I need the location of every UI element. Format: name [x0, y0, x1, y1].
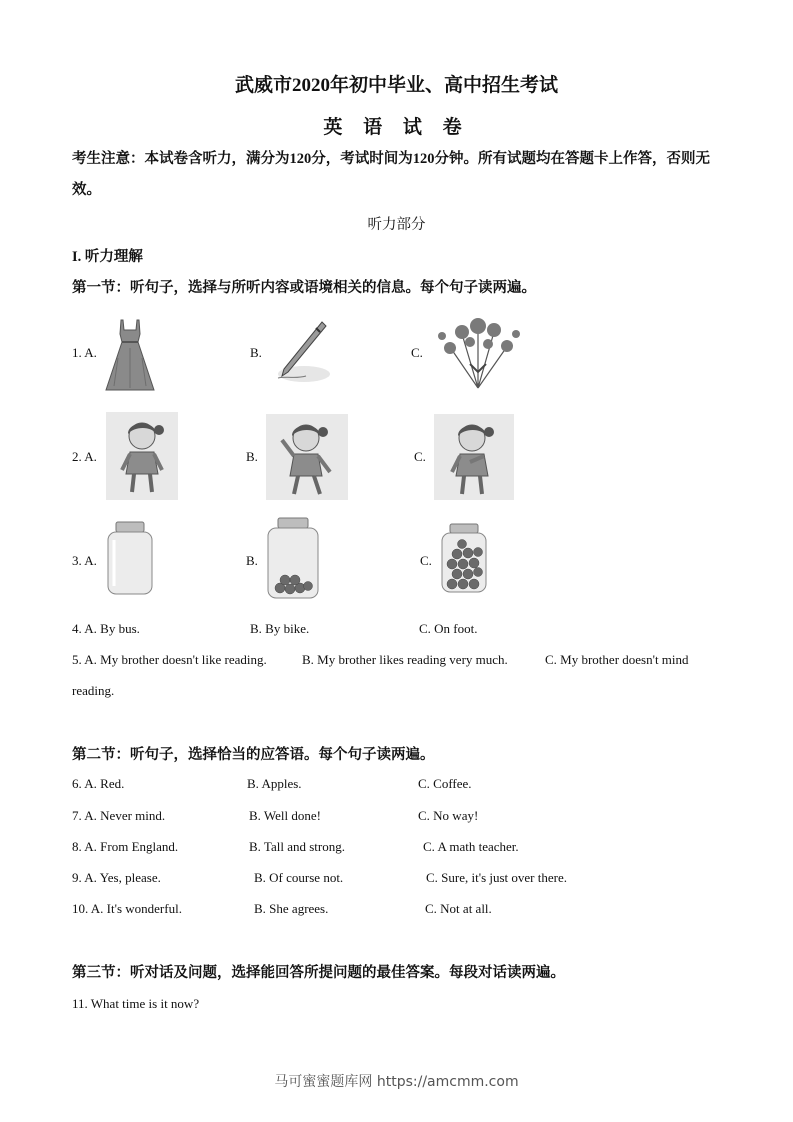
q9-option-c: C. Sure, it's just over there.: [426, 870, 567, 885]
q7-option-c: C. No way!: [418, 808, 479, 823]
q5-option-c-continued: reading.: [72, 683, 115, 698]
section2-title: 第二节：听句子，选择恰当的应答语。每个句子读两遍。: [72, 747, 435, 763]
half-jar-image: [264, 516, 322, 600]
q10-option-a: 10. A. It's wonderful.: [72, 901, 182, 916]
q6-option-c: C. Coffee.: [418, 776, 472, 791]
girl-standing-image: [106, 412, 178, 500]
empty-jar-image: [104, 520, 156, 596]
q8-option-b: B. Tall and strong.: [249, 839, 345, 854]
q8-option-a: 8. A. From England.: [72, 839, 179, 854]
section1-title: 第一节：听句子，选择与所听内容或语境相关的信息。每个句子读两遍。: [72, 280, 536, 296]
q6-option-b: B. Apples.: [247, 776, 302, 791]
girl-waving-image: [266, 414, 348, 500]
q5-option-b: B. My brother likes reading very much.: [302, 652, 508, 667]
q5-option-a: 5. A. My brother doesn't like reading.: [72, 652, 267, 667]
full-jar-image: [438, 522, 490, 594]
pen-image: [270, 318, 332, 386]
section-title: I. 听力理解: [72, 249, 143, 265]
q11-question: 11. What time is it now?: [72, 996, 200, 1011]
q1-option-a: 1. A.: [72, 345, 97, 360]
q4-option-b: B. By bike.: [250, 621, 310, 636]
q8-option-c: C. A math teacher.: [423, 839, 519, 854]
q1-option-b: B.: [250, 345, 262, 360]
q3-option-a: 3. A.: [72, 553, 97, 568]
q4-option-a: 4. A. By bus.: [72, 621, 140, 636]
q1-option-c: C.: [411, 345, 423, 360]
q10-option-c: C. Not at all.: [425, 901, 492, 916]
footer-watermark: 马可蜜蜜题库网 https://amcmm.com: [274, 1074, 519, 1090]
q7-option-b: B. Well done!: [249, 808, 322, 823]
girl-hand-on-chest-image: [434, 414, 514, 500]
exam-subtitle: 英 语 试 卷: [323, 117, 470, 138]
flowers-image: [432, 314, 524, 390]
q3-option-b: B.: [246, 553, 258, 568]
dress-image: [104, 318, 156, 394]
exam-notice: 考生注意：本试卷含听力，满分为120分，考试时间为120分钟。所有试题均在答题卡上作答，否则无效。: [72, 151, 710, 198]
listening-part-title: 听力部分: [367, 217, 426, 233]
section3-title: 第三节：听对话及问题，选择能回答所提问题的最佳答案。每段对话读两遍。: [72, 965, 565, 981]
q2-option-c: C.: [414, 449, 426, 464]
q2-option-a: 2. A.: [72, 449, 97, 464]
q5-option-c: C. My brother doesn't mind: [545, 652, 689, 667]
q2-option-b: B.: [246, 449, 258, 464]
q7-option-a: 7. A. Never mind.: [72, 808, 166, 823]
q6-option-a: 6. A. Red.: [72, 776, 125, 791]
q10-option-b: B. She agrees.: [254, 901, 329, 916]
q9-option-a: 9. A. Yes, please.: [72, 870, 161, 885]
q4-option-c: C. On foot.: [419, 621, 478, 636]
exam-title: 武威市2020年初中毕业、高中招生考试: [234, 75, 558, 96]
q3-option-c: C.: [420, 553, 432, 568]
q9-option-b: B. Of course not.: [254, 870, 344, 885]
